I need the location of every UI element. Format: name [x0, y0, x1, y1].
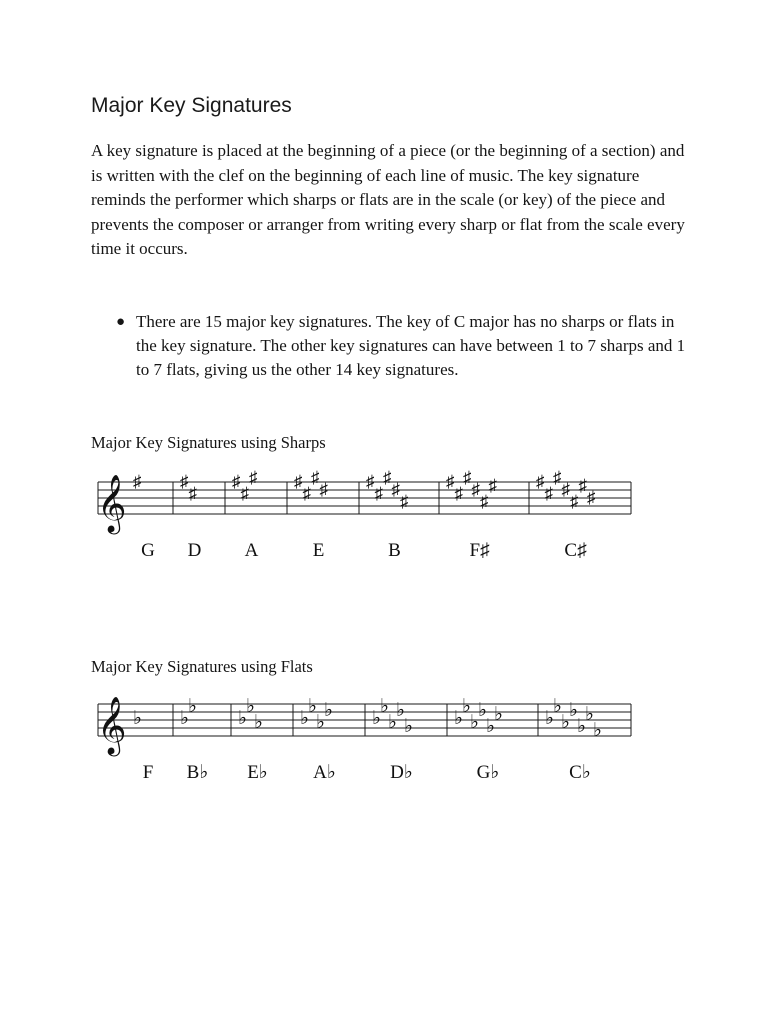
flat-accidental-icon: ♭ [478, 700, 487, 721]
key-name-label: D♭ [390, 762, 413, 783]
treble-clef-icon: 𝄞 [97, 475, 127, 531]
flat-accidental-icon: ♭ [238, 708, 247, 729]
flat-accidental-icon: ♭ [494, 704, 503, 725]
intro-paragraph: A key signature is placed at the beginning of a piece (or the beginning of a section) and is written with the clef on the beginning of each line of music. The key signature reminds the performer which sharps or flats are in the scale (or key) of the piece and prevents the composer or arranger from writing every sharp or flat from the scale every time it occurs. [91, 141, 685, 258]
flat-accidental-icon: ♭ [324, 700, 333, 721]
flat-accidental-icon: ♭ [545, 708, 554, 729]
flat-accidental-icon: ♭ [372, 708, 381, 729]
sharp-accidental-icon: ♯ [561, 480, 570, 499]
sharp-accidental-icon: ♯ [366, 472, 375, 491]
sharp-accidental-icon: ♯ [319, 480, 328, 499]
flat-accidental-icon: ♭ [300, 708, 309, 729]
sharp-accidental-icon: ♯ [240, 484, 249, 503]
sharp-accidental-icon: ♯ [400, 492, 409, 511]
flat-accidental-icon: ♭ [133, 708, 142, 729]
flat-accidental-icon: ♭ [246, 696, 255, 717]
sharp-accidental-icon: ♯ [463, 470, 472, 487]
flat-accidental-icon: ♭ [316, 712, 325, 733]
flat-accidental-icon: ♭ [254, 712, 263, 733]
sharp-accidental-icon: ♯ [188, 484, 197, 503]
key-name-label: G [141, 540, 155, 561]
key-name-label: C♭ [569, 762, 591, 783]
flat-accidental-icon: ♭ [569, 700, 578, 721]
flat-accidental-icon: ♭ [404, 716, 413, 737]
sharp-accidental-icon: ♯ [587, 488, 596, 507]
key-name-label: E [312, 540, 325, 561]
sharp-accidental-icon: ♯ [311, 470, 320, 487]
key-name-label: F♯ [469, 540, 490, 561]
sharp-accidental-icon: ♯ [391, 480, 400, 499]
flats-key-signature-staff [88, 692, 638, 792]
flat-accidental-icon: ♭ [470, 712, 479, 733]
flat-accidental-icon: ♭ [388, 712, 397, 733]
key-name-label: A♭ [313, 762, 336, 783]
flat-accidental-icon: ♭ [380, 696, 389, 717]
key-name-label: A [244, 540, 259, 561]
sharp-accidental-icon: ♯ [471, 480, 480, 499]
sharps-key-signature-staff [88, 470, 638, 570]
sharp-accidental-icon: ♯ [544, 484, 553, 503]
flats-section-title: Major Key Signatures using Flats [91, 657, 313, 676]
sharp-accidental-icon: ♯ [454, 484, 463, 503]
flat-accidental-icon: ♭ [396, 700, 405, 721]
sharp-accidental-icon: ♯ [488, 476, 497, 495]
flat-accidental-icon: ♭ [593, 720, 602, 741]
key-name-label: F [142, 762, 154, 783]
sharp-accidental-icon: ♯ [180, 472, 189, 491]
bullet-text: There are 15 major key signatures. The key of C major has no sharps or flats in the key signature. The other key signatures can have between 1 to 7 sharps and 1 to 7 flats, giving us the other 14 key signatures. [136, 312, 686, 379]
flat-accidental-icon: ♭ [561, 712, 570, 733]
flat-accidental-icon: ♭ [577, 716, 586, 737]
sharps-section-title: Major Key Signatures using Sharps [91, 433, 326, 452]
sharp-accidental-icon: ♯ [536, 472, 545, 491]
bullet-dot-icon: ● [116, 314, 126, 330]
flat-accidental-icon: ♭ [454, 708, 463, 729]
flat-accidental-icon: ♭ [553, 696, 562, 717]
sharp-accidental-icon: ♯ [553, 470, 562, 487]
sharp-accidental-icon: ♯ [294, 472, 303, 491]
sharp-accidental-icon: ♯ [232, 472, 241, 491]
flat-accidental-icon: ♭ [180, 708, 189, 729]
key-name-label: B [388, 540, 401, 561]
sharp-accidental-icon: ♯ [249, 470, 258, 487]
sharp-accidental-icon: ♯ [446, 472, 455, 491]
flat-accidental-icon: ♭ [486, 716, 495, 737]
key-name-label: B♭ [186, 762, 209, 783]
sharp-accidental-icon: ♯ [578, 476, 587, 495]
flat-accidental-icon: ♭ [585, 704, 594, 725]
sharp-accidental-icon: ♯ [133, 472, 142, 491]
bullet-list [91, 310, 691, 382]
flat-accidental-icon: ♭ [188, 696, 197, 717]
key-name-label: E♭ [247, 762, 268, 783]
key-name-label: G♭ [476, 762, 500, 783]
sharp-accidental-icon: ♯ [383, 470, 392, 487]
flat-accidental-icon: ♭ [308, 696, 317, 717]
sharp-accidental-icon: ♯ [374, 484, 383, 503]
treble-clef-icon: 𝄞 [97, 697, 127, 753]
key-name-label: C♯ [564, 540, 587, 561]
bullet-item [91, 310, 691, 382]
key-name-label: D [187, 540, 202, 561]
page-heading: Major Key Signatures [91, 94, 292, 117]
sharp-accidental-icon: ♯ [302, 484, 311, 503]
flat-accidental-icon: ♭ [462, 696, 471, 717]
sharp-accidental-icon: ♯ [570, 492, 579, 511]
sharp-accidental-icon: ♯ [480, 492, 489, 511]
